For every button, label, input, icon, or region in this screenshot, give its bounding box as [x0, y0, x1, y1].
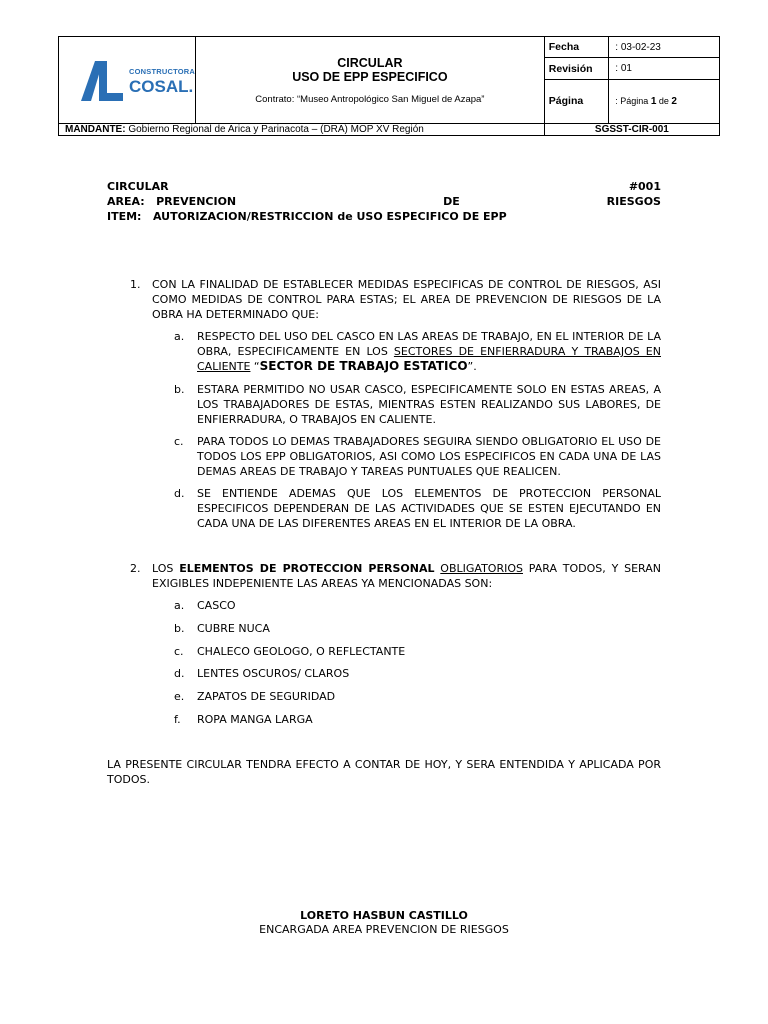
list-item — [174, 666, 405, 689]
list-item-text: CHALECO GEOLOGO, O REFLECTANTE — [197, 645, 406, 658]
logo-cell — [59, 37, 196, 124]
company-logo — [59, 37, 195, 123]
section1-b-label: b. — [174, 383, 185, 396]
section2-number: 2. — [130, 562, 141, 575]
section1-d-text: SE ENTIENDE ADEMAS QUE LOS ELEMENTOS DE PROTECCION PERSONAL ESPECIFICOS DEPENDERAN DE LAS ACTIVIDADES QUE SE ESTEN EJECUTANDO EN CADA UNA DE LAS DIFERENTES AREAS EN EL INTERIOR DE LA OBRA. — [197, 487, 661, 530]
area-row — [107, 194, 661, 209]
list-item-label: e. — [174, 690, 185, 703]
doc-title-line2: USO DE EPP ESPECIFICO — [292, 69, 448, 84]
signer-role: ENCARGADA AREA PREVENCION DE RIESGOS — [259, 923, 509, 936]
list-item-text: CASCO — [197, 599, 236, 612]
circular-row — [107, 179, 661, 194]
fecha-label: Fecha — [544, 37, 609, 58]
pagina-prefix: : Página — [615, 95, 651, 106]
doc-title-line1: CIRCULAR — [337, 55, 403, 70]
document-code: SGSST-CIR-001 — [544, 124, 719, 136]
revision-value: : 01 — [609, 58, 720, 79]
section1-text: CON LA FINALIDAD DE ESTABLECER MEDIDAS ESPECIFICAS DE CONTROL DE RIESGOS, ASI COMO MEDIDAS DE CONTROL PARA ESTAS; EL AREA DE PREVENCION DE RIESGOS DE LA OBRA HA DETERMINADO QUE: — [152, 278, 661, 321]
list-item-text: ZAPATOS DE SEGURIDAD — [197, 690, 336, 703]
item-text: AUTORIZACION/RESTRICCION de USO ESPECIFICO DE EPP — [152, 210, 507, 223]
list-item-text: CUBRE NUCA — [197, 622, 270, 635]
section1-c-text: PARA TODOS LO DEMAS TRABAJADORES SEGUIRA SIENDO OBLIGATORIO EL USO DE TODOS LOS EPP OBLIGATORIOS, ASI COMO LOS ESPECIFICOS EN CADA UNA DE LAS DEMAS AREAS DE TRABAJO Y TAREAS PUNTUALES QUE REALICEN. — [197, 435, 661, 478]
mandante-value: Gobierno Regional de Arica y Parinacota – (DRA) MOP XV Región — [125, 124, 424, 135]
section1-a-text — [197, 329, 661, 374]
pagina-label: Página — [544, 79, 609, 123]
epp-list — [174, 598, 405, 735]
section1-b-text: ESTARA PERMITIDO NO USAR CASCO, ESPECIFICAMENTE SOLO EN ESTAS AREAS, A LOS TRABAJADORES DE ESTAS, MIENTRAS ESTEN REALIZANDO SUS LABORES, DE ENFIERRADURA, O TRABAJOS EN CALIENTE. — [197, 383, 661, 426]
list-item — [174, 598, 405, 621]
section1-a-quote-open: “ — [250, 360, 260, 373]
item-row — [107, 209, 661, 224]
circular-label: CIRCULAR — [107, 180, 169, 193]
section1-a-quote-close: ”. — [467, 360, 477, 373]
section2-bold: ELEMENTOS DE PROTECCION PERSONAL — [179, 562, 435, 575]
area-word3: RIESGOS — [606, 195, 661, 208]
contract-text: Contrato: “Museo Antropológico San Miguel de Azapa” — [255, 93, 485, 105]
area-left — [107, 194, 236, 209]
signer-name: LORETO HASBUN CASTILLO — [300, 909, 468, 922]
list-item-label: a. — [174, 599, 185, 612]
pagina-value — [609, 79, 720, 123]
section1-a-bold: SECTOR DE TRABAJO ESTATICO — [259, 359, 468, 373]
area-label: AREA: — [107, 195, 145, 208]
fecha-value: : 03-02-23 — [609, 37, 720, 58]
area-word2: DE — [443, 195, 460, 208]
list-item-label: c. — [174, 645, 184, 658]
list-item-label: d. — [174, 667, 185, 680]
section1-a-underlined: SECTORES DE ENFIERRADURA Y TRABAJOS EN CALIENTE — [197, 345, 661, 373]
brand-small: CONSTRUCTORA — [129, 67, 196, 76]
brand-big: COSAL. — [129, 77, 194, 96]
list-item-text: LENTES OSCUROS/ CLAROS — [197, 667, 350, 680]
pagina-total: 2 — [671, 95, 677, 107]
section1-a-part1: RESPECTO DEL USO DEL CASCO EN LAS AREAS DE TRABAJO, EN EL INTERIOR DE LA OBRA, ESPECIFICAMENTE EN LOS — [197, 330, 661, 358]
section1-a-label: a. — [174, 330, 185, 343]
section2-part1: LOS — [152, 562, 180, 575]
section2-underlined: OBLIGATORIOS — [440, 562, 523, 575]
circular-number: #001 — [628, 180, 661, 193]
revision-label: Revisión — [544, 58, 609, 79]
list-item — [174, 621, 405, 644]
list-item — [174, 712, 405, 735]
list-item — [174, 689, 405, 712]
list-item-label: b. — [174, 622, 185, 635]
document-header — [58, 36, 720, 136]
meta-block — [107, 179, 661, 224]
closing-paragraph: LA PRESENTE CIRCULAR TENDRA EFECTO A CONTAR DE HOY, Y SERA ENTENDIDA Y APLICADA POR TODOS. — [107, 758, 661, 786]
list-item-label: f. — [174, 713, 181, 726]
item-label: ITEM: — [107, 210, 142, 223]
pagina-num: 1 — [650, 95, 657, 107]
mandante-label: MANDANTE: — [65, 124, 126, 135]
section2-text — [152, 561, 661, 591]
section1-d-label: d. — [174, 487, 185, 500]
signature-block — [107, 909, 661, 937]
section2-part3: PARA TODOS, Y SERAN EXIGIBLES INDEPENIENTE LAS AREAS YA MENCIONADAS SON: — [152, 562, 661, 590]
pagina-de: de — [656, 95, 672, 106]
list-item-text: ROPA MANGA LARGA — [197, 713, 313, 726]
list-item — [174, 644, 405, 666]
section1-number: 1. — [130, 278, 141, 291]
section1-c-label: c. — [174, 435, 184, 448]
title-cell — [196, 37, 545, 124]
mandante-cell — [59, 124, 545, 136]
area-word1: PREVENCION — [156, 195, 237, 208]
